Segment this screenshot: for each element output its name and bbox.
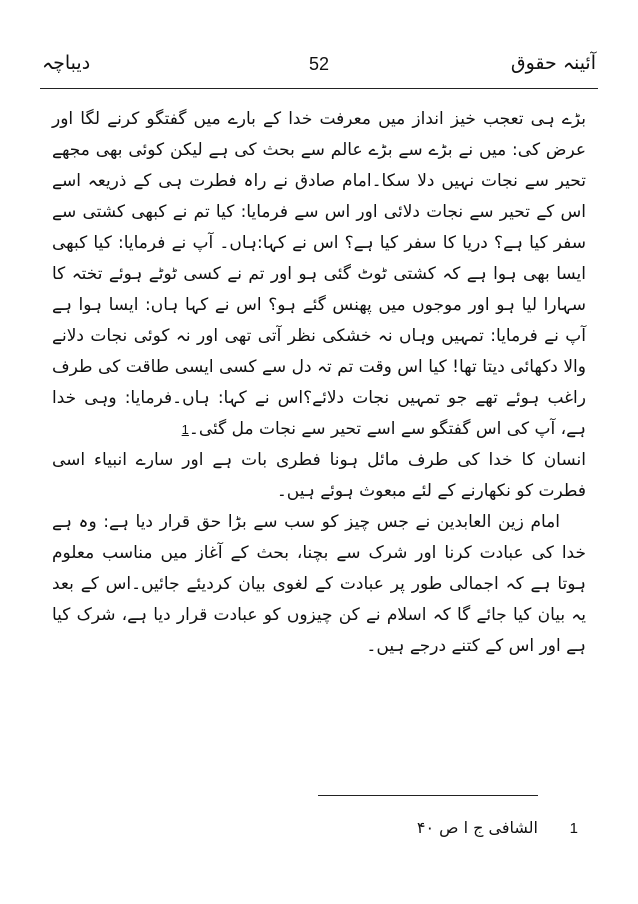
paragraph-2: انسان کا خدا کی طرف مائل ہونا فطری بات ہے اور سارے انبیاء اسی فطرت کو نکھارنے کے لئے مبعوث ہوئے ہیں۔ [52,450,586,501]
paragraph-1 [52,104,586,445]
footnote-text: الشافی ج ا ص ۴۰ [416,818,538,837]
footnote [360,818,578,842]
footnote-number: 1 [569,820,578,837]
footnote-divider [318,795,538,796]
footnote-reference[interactable]: 1 [181,422,189,437]
paragraph-3: امام زین العابدین نے جس چیز کو سب سے بڑا حق قرار دیا ہے: وہ ہے خدا کی عبادت کرنا اور شرک سے بچنا، بحث کے آغاز میں مناسب معلوم ہوتا ہے کہ اجمالی طور پر عبادت کے لغوی بیان کردیئے جائیں۔اس کے بعد یہ بیان کیا جائے گا کہ اسلام نے کن چیزوں کو عبادت قرار دیا ہے، شرک کیا ہے اور اس کے کتنے درجے ہیں۔ [52,512,586,656]
header-divider [40,88,598,89]
book-title: آئینہ حقوق [510,52,596,74]
paragraph-1-text: بڑے ہی تعجب خیز انداز میں معرفت خدا کے بارے میں گفتگو کرنے لگا اور عرض کی: میں نے بڑے سے بڑے عالم سے بحث کی ہے لیکن کوئی بھی مجھے تحیر سے نجات نہیں دلا سکا۔امام صادق نے راہ فطرت ہی کے ذریعہ اسے اس کے تحیر سے نجات دلائی اور اس سے فرمایا: کیا تم نے کبھی کشتی سے سفر کیا ہے؟ دریا کا سفر کیا ہے؟ اس نے کہا:ہاں۔ آپ نے فرمایا: کیا کبھی ایسا بھی ہوا ہے کہ کشتی ٹوٹ گئی ہو اور تم نے کسی ٹوٹے ہوئے تختہ کا سہارا لیا ہو اور موجوں میں پھنس گئے ہو؟ اس نے کہا ہاں: ایسا ہوا ہے آپ نے فرمایا: تمہیں وہاں نہ خشکی نظر آتی تھی اور نہ کوئی نجات دلانے والا دکھائی دیتا تھا! کیا اس وقت تم تہ دل سے کسی ایسی طاقت کی طرف راغب ہوئے تھے جو تمہیں نجات دلائے؟اس نے کہا: ہاں۔فرمایا: وہی خدا ہے، آپ کی اس گفتگو سے اسے تحیر سے نجات مل گئی۔ [52,109,586,439]
page-number: 52 [308,54,330,74]
page-header [36,46,602,80]
body-text [52,104,586,662]
section-title: دیباچہ [42,52,91,74]
